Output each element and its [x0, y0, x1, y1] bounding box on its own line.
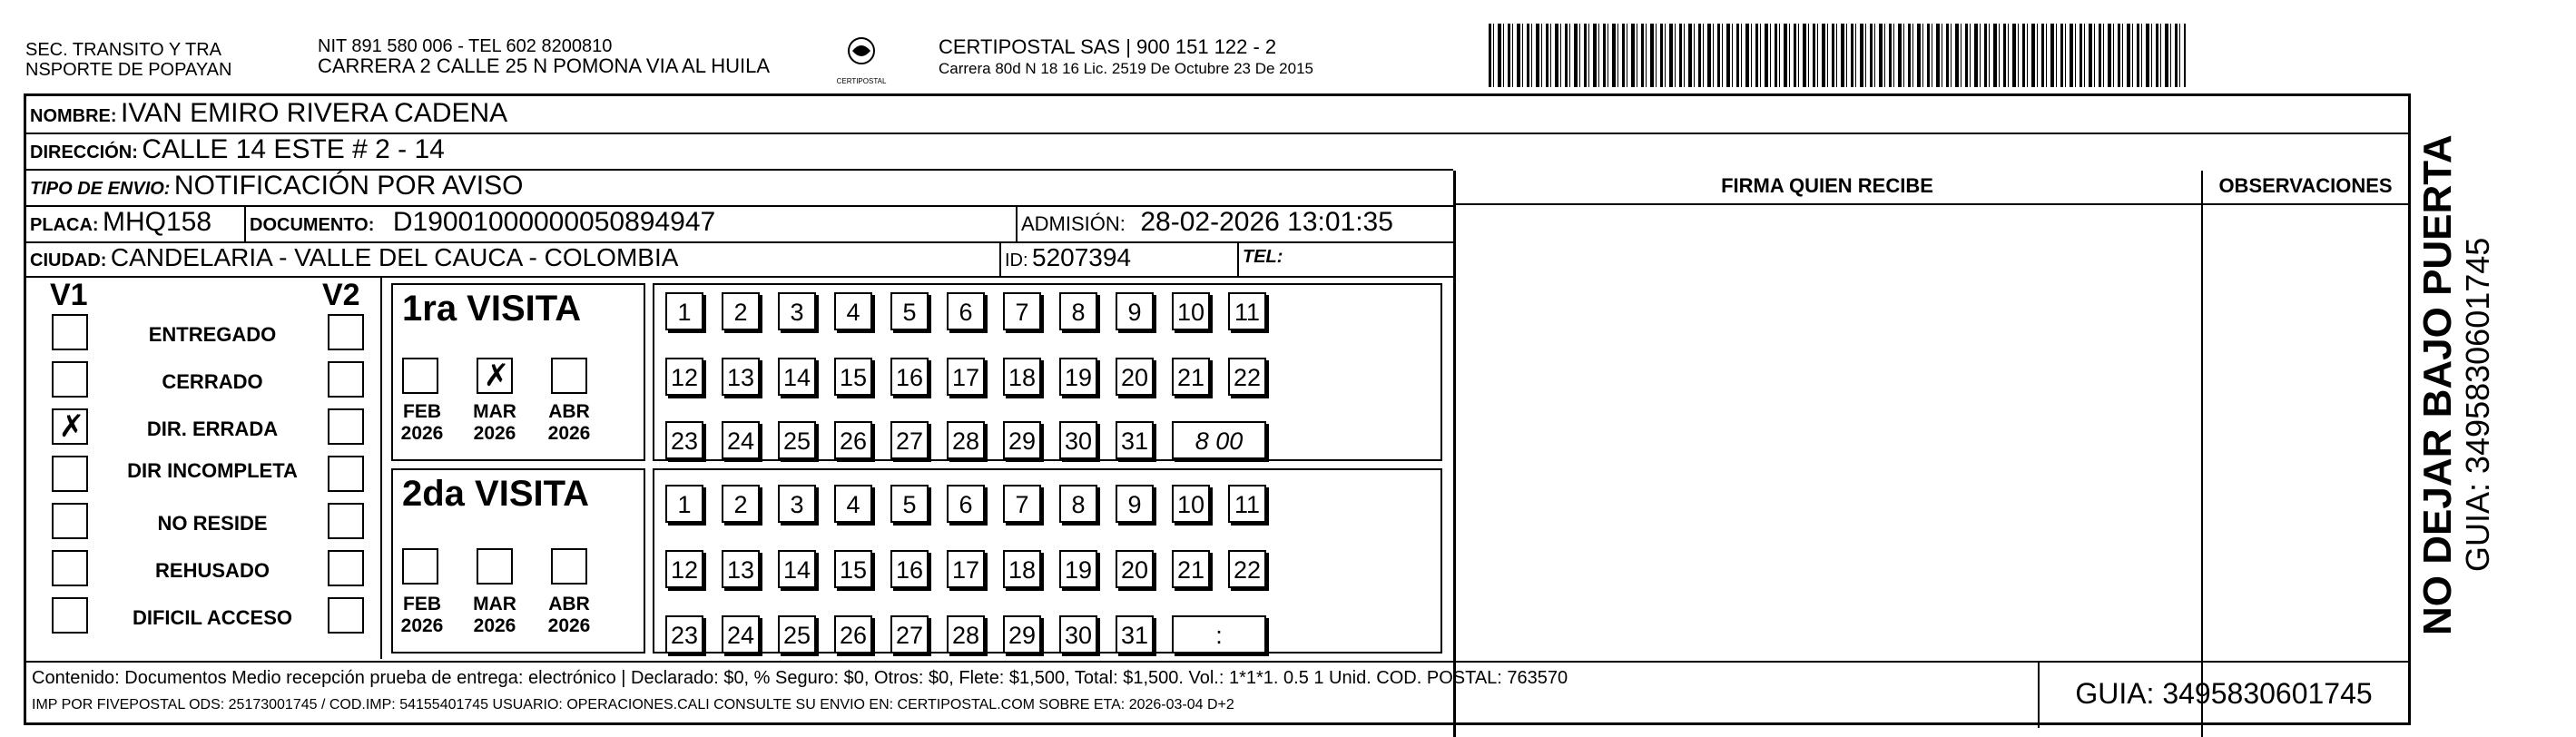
first-visit-day-box[interactable]: 10 — [1172, 292, 1210, 330]
first-visit-month-abr: ABR 2026 — [547, 401, 591, 444]
second-visit-day-box[interactable]: 5 — [890, 485, 929, 523]
second-visit-day-box[interactable]: 6 — [947, 485, 985, 523]
first-visit-day-box[interactable]: 12 — [665, 358, 703, 396]
second-visit-day-box[interactable]: 9 — [1116, 485, 1154, 523]
first-visit-day-box[interactable]: 20 — [1116, 358, 1154, 396]
handwritten-check-icon: ✗ — [58, 408, 85, 445]
second-visit-feb-checkbox[interactable] — [402, 548, 438, 585]
second-visit-day-box[interactable]: 26 — [834, 615, 872, 653]
document-value: D19001000000050894947 — [392, 207, 716, 237]
first-visit-day-box[interactable]: 16 — [890, 358, 929, 396]
second-visit-day-box[interactable]: 19 — [1059, 550, 1097, 588]
second-visit-day-box[interactable]: 20 — [1116, 550, 1154, 588]
second-visit-month-mar: MAR 2026 — [473, 594, 516, 636]
logo-text: CERTIPOSTAL — [836, 77, 887, 85]
second-visit-day-box[interactable]: 13 — [722, 550, 760, 588]
second-visit-day-box[interactable]: 11 — [1228, 485, 1266, 523]
document-label: DOCUMENTO: — [250, 215, 375, 235]
name-label: NOMBRE: — [30, 106, 117, 126]
first-visit-feb-checkbox[interactable] — [402, 358, 438, 394]
first-visit-day-box[interactable]: 29 — [1003, 421, 1041, 459]
sender-name — [25, 40, 231, 80]
first-visit-panel — [391, 283, 645, 461]
second-visit-day-box[interactable]: 31 — [1116, 615, 1154, 653]
delivery-form — [24, 93, 2411, 725]
first-visit-month-feb: FEB 2026 — [400, 401, 444, 444]
v1-checkbox-rehusado[interactable] — [52, 550, 88, 586]
first-visit-day-box[interactable]: 23 — [665, 421, 703, 459]
first-visit-day-box[interactable]: 17 — [947, 358, 985, 396]
first-visit-day-box[interactable]: 24 — [722, 421, 760, 459]
first-visit-day-box[interactable]: 18 — [1003, 358, 1041, 396]
v1-checkbox-no-reside[interactable] — [52, 503, 88, 539]
recipient-name: IVAN EMIRO RIVERA CADENA — [121, 98, 508, 128]
imp-line: IMP POR FIVEPOSTAL ODS: 25173001745 / COD.IMP: 54155401745 USUARIO: OPERACIONES.CALI CONSULTE SU ENVIO EN: CERTIPOSTAL.COM SOBRE ETA: 2026-03-04 D+2 — [32, 697, 1234, 712]
side-guia: GUIA: 3495830601745 — [2459, 237, 2496, 572]
v2-checkbox-dificil-acceso[interactable] — [328, 597, 364, 634]
second-visit-day-box[interactable]: 1 — [665, 485, 703, 523]
recipient-address: CALLE 14 ESTE # 2 - 14 — [142, 134, 445, 164]
nit-line: NIT 891 580 006 - TEL 602 8200810 — [318, 36, 613, 56]
first-visit-day-box[interactable]: 3 — [778, 292, 816, 330]
id-value: 5207394 — [1032, 243, 1132, 271]
first-visit-day-box[interactable]: 26 — [834, 421, 872, 459]
second-visit-day-box[interactable]: 12 — [665, 550, 703, 588]
v1-checkbox-dir-incompleta[interactable] — [52, 456, 88, 492]
second-visit-day-box[interactable]: 28 — [947, 615, 985, 653]
first-visit-day-box[interactable]: 1 — [665, 292, 703, 330]
second-visit-day-box[interactable]: 8 — [1059, 485, 1097, 523]
second-visit-day-box[interactable]: 7 — [1003, 485, 1041, 523]
first-visit-days — [653, 283, 1442, 461]
second-visit-month-feb: FEB 2026 — [400, 594, 444, 636]
second-visit-abr-checkbox[interactable] — [551, 548, 587, 585]
status-rehusado: REHUSADO — [155, 559, 270, 582]
status-no-reside: NO RESIDE — [157, 512, 268, 535]
first-visit-day-box[interactable]: 30 — [1059, 421, 1097, 459]
second-visit-title: 2da VISITA — [402, 474, 589, 514]
barcode — [1489, 24, 2186, 87]
first-visit-day-box[interactable]: 19 — [1059, 358, 1097, 396]
v2-checkbox-rehusado[interactable] — [328, 550, 364, 586]
first-visit-day-box[interactable]: 5 — [890, 292, 929, 330]
second-visit-day-box[interactable]: 22 — [1228, 550, 1266, 588]
first-visit-day-box[interactable]: 6 — [947, 292, 985, 330]
second-visit-day-box[interactable]: 25 — [778, 615, 816, 653]
type-row — [30, 171, 523, 201]
sender-address-line: CARRERA 2 CALLE 25 N POMONA VIA AL HUILA — [318, 54, 771, 77]
sender-line-2: NSPORTE DE POPAYAN — [25, 60, 232, 80]
second-visit-day-box[interactable]: 10 — [1172, 485, 1210, 523]
second-visit-day-box[interactable]: 27 — [890, 615, 929, 653]
second-visit-day-box[interactable]: 15 — [834, 550, 872, 588]
v1-checkbox-cerrado[interactable] — [52, 361, 88, 398]
second-visit-day-box[interactable]: 3 — [778, 485, 816, 523]
courier-info — [939, 36, 1313, 80]
second-visit-mar-checkbox[interactable] — [477, 548, 513, 585]
second-visit-days — [653, 468, 1442, 653]
name-row — [30, 98, 507, 129]
second-visit-panel — [391, 468, 645, 653]
first-visit-mar-checkbox[interactable] — [477, 358, 513, 394]
first-visit-day-box[interactable]: 13 — [722, 358, 760, 396]
tel-label: TEL: — [1243, 247, 1283, 267]
plate-field — [30, 207, 211, 238]
status-dir-errada: DIR. ERRADA — [146, 418, 279, 440]
first-visit-day-box[interactable]: 14 — [778, 358, 816, 396]
second-visit-day-box[interactable]: 14 — [778, 550, 816, 588]
city-value: CANDELARIA - VALLE DEL CAUCA - COLOMBIA — [110, 243, 679, 271]
guia-box: GUIA: 3495830601745 — [2075, 677, 2373, 710]
sender-line-1: SEC. TRANSITO Y TRA — [25, 40, 221, 60]
v2-checkbox-cerrado[interactable] — [328, 361, 364, 398]
second-visit-time-box[interactable]: : — [1172, 615, 1266, 653]
v1-checkbox-entregado[interactable] — [52, 314, 88, 350]
city-label: CIUDAD: — [30, 251, 107, 270]
type-label: TIPO DE ENVIO: — [30, 179, 171, 199]
second-visit-month-abr: ABR 2026 — [547, 594, 591, 636]
plate-label: PLACA: — [30, 215, 99, 235]
second-visit-day-box[interactable]: 2 — [722, 485, 760, 523]
second-visit-day-box[interactable]: 17 — [947, 550, 985, 588]
status-cerrado: CERRADO — [162, 370, 263, 393]
second-visit-day-box[interactable]: 4 — [834, 485, 872, 523]
first-visit-abr-checkbox[interactable] — [551, 358, 587, 394]
first-visit-day-box[interactable]: 27 — [890, 421, 929, 459]
first-visit-day-box[interactable]: 31 — [1116, 421, 1154, 459]
first-visit-month-mar: MAR 2026 — [473, 401, 516, 444]
document-field — [250, 207, 715, 238]
signature-header: FIRMA QUIEN RECIBE — [1721, 174, 1933, 197]
status-dir-incompleta: DIR INCOMPLETA — [127, 459, 298, 482]
v1-header: V1 — [50, 278, 88, 312]
first-visit-day-box[interactable]: 7 — [1003, 292, 1041, 330]
address-row — [30, 134, 445, 165]
admission-field — [1021, 207, 1393, 238]
v2-checkbox-entregado[interactable] — [328, 314, 364, 350]
second-visit-day-box[interactable]: 24 — [722, 615, 760, 653]
id-field — [1005, 243, 1131, 272]
v1-checkbox-dificil-acceso[interactable] — [52, 597, 88, 634]
certipostal-logo — [822, 34, 900, 85]
first-visit-day-box[interactable]: 8 — [1059, 292, 1097, 330]
license-line: Carrera 80d N 18 16 Lic. 2519 De Octubre 23 De 2015 — [939, 60, 1313, 77]
v2-checkbox-no-reside[interactable] — [328, 503, 364, 539]
company-line: CERTIPOSTAL SAS | 900 151 122 - 2 — [939, 35, 1277, 58]
first-visit-day-box[interactable]: 21 — [1172, 358, 1210, 396]
second-visit-day-box[interactable]: 16 — [890, 550, 929, 588]
first-visit-day-box[interactable]: 9 — [1116, 292, 1154, 330]
v2-checkbox-dir-errada[interactable] — [328, 408, 364, 445]
plate-value: MHQ158 — [103, 207, 212, 237]
side-text — [2416, 134, 2496, 635]
second-visit-day-box[interactable]: 23 — [665, 615, 703, 653]
status-entregado: ENTREGADO — [148, 323, 277, 346]
v1-checkbox-dir-errada[interactable] — [52, 408, 88, 445]
observations-header: OBSERVACIONES — [2218, 174, 2393, 197]
first-visit-day-box[interactable]: 22 — [1228, 358, 1266, 396]
city-field — [30, 243, 678, 272]
first-visit-title: 1ra VISITA — [402, 289, 582, 329]
first-visit-day-box[interactable]: 25 — [778, 421, 816, 459]
tel-field — [1243, 247, 1283, 268]
v2-header: V2 — [322, 278, 360, 312]
first-visit-day-box[interactable]: 11 — [1228, 292, 1266, 330]
first-visit-day-box[interactable]: 4 — [834, 292, 872, 330]
address-label: DIRECCIÓN: — [30, 142, 138, 162]
shipment-type: NOTIFICACIÓN POR AVISO — [173, 171, 524, 201]
first-visit-time-box[interactable]: 8 00 — [1172, 421, 1266, 459]
second-visit-day-box[interactable]: 18 — [1003, 550, 1041, 588]
second-visit-day-box[interactable]: 30 — [1059, 615, 1097, 653]
admission-label: ADMISIÓN: — [1021, 212, 1126, 235]
first-visit-day-box[interactable]: 15 — [834, 358, 872, 396]
second-visit-day-box[interactable]: 21 — [1172, 550, 1210, 588]
handwritten-check-icon: ✗ — [483, 358, 510, 394]
first-visit-day-box[interactable]: 2 — [722, 292, 760, 330]
no-bajo-puerta-warning: NO DEJAR BAJO PUERTA — [2415, 134, 2460, 635]
first-visit-day-box[interactable]: 28 — [947, 421, 985, 459]
v2-checkbox-dir-incompleta[interactable] — [328, 456, 364, 492]
status-dificil-acceso: DIFICIL ACCESO — [132, 606, 292, 629]
admission-value: 28-02-2026 13:01:35 — [1140, 207, 1393, 237]
content-line: Contenido: Documentos Medio recepción prueba de entrega: electrónico | Declarado: $0, % Seguro: $0, Otros: $0, Flete: $1,500, Total: $1,500. Vol.: 1*1*1. 0.5 1 Unid. COD. POSTAL: 763570 — [32, 668, 1568, 688]
sender-contact — [318, 36, 770, 76]
id-label: ID: — [1005, 251, 1028, 270]
second-visit-day-box[interactable]: 29 — [1003, 615, 1041, 653]
